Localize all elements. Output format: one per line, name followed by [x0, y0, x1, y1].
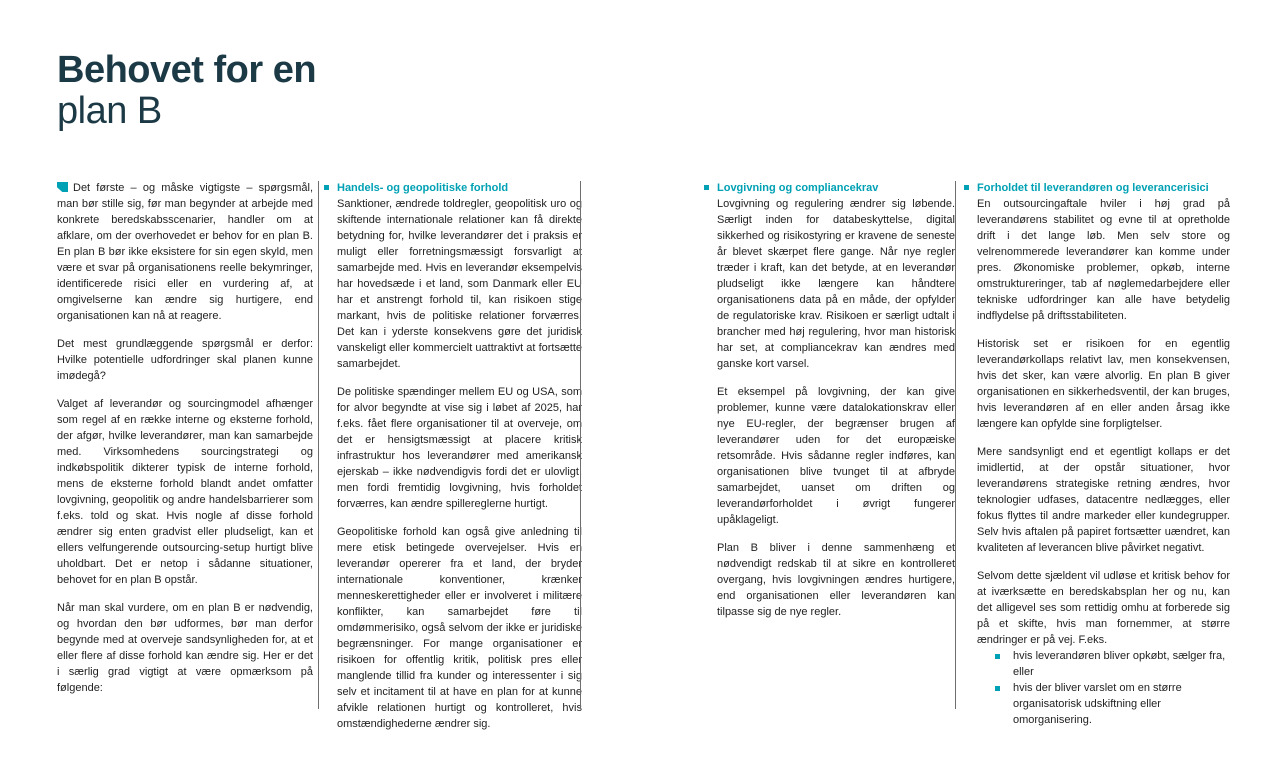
column-divider — [318, 181, 319, 709]
list-item-text: hvis leverandøren bliver opkøbt, sælger fra, eller — [1013, 650, 1226, 678]
square-bullet-icon — [964, 185, 969, 190]
section-heading — [717, 180, 955, 196]
column-divider — [955, 181, 956, 709]
quote-icon — [57, 182, 68, 192]
paragraph: Sanktioner, ændrede toldregler, geopolitisk uro og skiftende internationale relationer kan få direkte betydning for, hvilke leverandører det i praksis er muligt eller forretningsmæssigt forsvarligt at samarbejde med. Hvis en leverandør eksempelvis har hovedsæde i et land, som Danmark eller EU har et anstrengt forhold til, kan risikoen stige markant, hvis de politiske relationer forværres. Det kan i yderste konsekvens gøre det juridisk vanskeligt eller kommercielt uattraktivt at fortsætte samarbejdet. — [337, 198, 582, 370]
paragraph: Lovgivning og regulering ændrer sig løbende. Særligt inden for databeskyttelse, digital sikkerhed og risikostyring er kravene de seneste år blevet skærpet flere gange. Når nye regler træder i kraft, kan det betyde, at en leverandør pludseligt ikke længere kan håndtere organisationens data på en måde, der opfylder de regulatoriske krav. Risikoen er særligt udtalt i brancher med høj regulering, hvor man historisk har set, at compliancekrav kan ændres med ganske kort varsel. — [717, 198, 955, 370]
list-item — [1013, 680, 1230, 728]
paragraph: Historisk set er risikoen for en egentlig leverandørkollaps relativt lav, men konsekvensen, hvis det sker, kan være alvorlig. En plan B giver organisationen en sikkerhedsventil, der kan bruges, hvis leverandøren af en eller anden årsag ikke længere kan opfylde sine forpligtelser. — [977, 338, 1230, 430]
paragraph: Mere sandsynligt end et egentligt kollaps er det imidlertid, at der opstår situationer, hvor leverandørens strategiske retning ændres, hvor teknologier udfases, datacentre nedlægges, eller fokus flyttes til andre markeder eller kundegrupper. Selv hvis aftalen på papiret fortsætter uændret, kan kvaliteten af leverancen blive påvirket negativt. — [977, 446, 1230, 554]
list-item-text: hvis der bliver varslet om en større organisatorisk udskiftning eller omorganisering. — [1013, 682, 1182, 726]
section-heading — [977, 180, 1230, 196]
paragraph-text: Det første – og måske vigtigste – spørgsmål, man bør stille sig, før man begynder at arbejde med konkrete beredskabsscenarier, handler om at afklare, om der overhovedet er behov for en plan B. En plan B bør ikke eksistere for sin egen skyld, men være et svar på organisationens reelle bekymringer, identificerede risici eller en vurdering af, at omgivelserne kan ændre sig hurtigere, end organisationen kan nå at reagere. — [57, 182, 313, 322]
paragraph: Plan B bliver i denne sammenhæng et nødvendigt redskab til at sikre en kontrolleret overgang, hvis lovgivningen ændres hurtigere, end organisationen eller leverandøren kan tilpasse sig de nye regler. — [717, 542, 955, 618]
square-bullet-icon — [995, 686, 1000, 691]
page-title — [57, 50, 316, 132]
paragraph: De politiske spændinger mellem EU og USA, som for alvor begyndte at vise sig i løbet af 2025, har f.eks. fået flere organisationer til at overveje, om det er hensigtsmæssigt at placere kritisk infrastruktur hos leverandører med amerikansk ejerskab – ikke nødvendigvis fordi det er ulovligt, men fordi fremtidig lovgivning, hvis forholdet forværres, kan ændre spillereglerne hurtigt. — [337, 386, 582, 510]
page-title-line2: plan B — [57, 90, 162, 132]
paragraph: Selvom dette sjældent vil udløse et kritisk behov for at iværksætte en beredskabsplan her og nu, kan det alligevel ses som rettidig omhu at forberede sig på et skifte, hvis man fornemmer, at større ændringer er på vej. F.eks. — [977, 570, 1230, 646]
paragraph: Geopolitiske forhold kan også give anledning til mere etisk betingede overvejelser. Hvis en leverandør opererer fra et land, der bryder internationale konventioner, krænker menneskerettigheder eller er involveret i militære konflikter, kan samarbejdet føre til omdømmerisiko, også selvom der ikke er juridiske begrænsninger. For mange organisationer er risikoen for offentlig kritik, politisk pres eller manglende tillid fra kunder og interessenter i sig selv et incitament til at have en plan for at kunne afvikle relationen hurtigt og kontrolleret, hvis omstændighederne ændrer sig. — [337, 526, 582, 730]
list-item — [1013, 648, 1230, 680]
section-heading-label: Lovgivning og compliancekrav — [717, 182, 879, 194]
paragraph — [57, 180, 313, 324]
column-divider — [580, 181, 581, 709]
page-title-line1: Behovet for en — [57, 49, 317, 91]
section-supplier — [977, 180, 1230, 728]
section-legislation — [717, 180, 955, 620]
examples-list — [977, 648, 1230, 728]
square-bullet-icon — [324, 185, 329, 190]
paragraph: En outsourcingaftale hviler i høj grad på leverandørens stabilitet og evne til at opretholde drift i det lange løb. Men selv store og velrenommerede leverandører kan komme under pres. Økonomiske problemer, opkøb, interne omstruktureringer, tab af nøglemedarbejdere eller tekniske udfordringer kan alle have betydelig indflydelse på driftsstabiliteten. — [977, 198, 1230, 322]
square-bullet-icon — [995, 654, 1000, 659]
intro-column — [57, 180, 313, 696]
section-heading-label: Forholdet til leverandøren og leverancerisici — [977, 182, 1209, 194]
paragraph: Valget af leverandør og sourcingmodel afhænger som regel af en række interne og eksterne forhold, der afgør, hvilke leverandører, man kan samarbejde med. Virksomhedens sourcingstrategi og indkøbspolitik dikterer typisk de interne forhold, mens de eksterne forhold blandt andet omfatter lovgivning, geopolitik og andre handelsbarrierer som f.eks. told og skat. Hvis nogle af disse forhold ændrer sig enten gradvist eller pludseligt, kan et ellers velfungerende outsourcing-setup hurtigt blive uholdbart. Det er netop i sådanne situationer, behovet for en plan B opstår. — [57, 398, 313, 586]
square-bullet-icon — [704, 185, 709, 190]
section-geopolitics — [337, 180, 582, 732]
paragraph: Når man skal vurdere, om en plan B er nødvendig, og hvordan den bør udformes, bør man derfor begynde med at overveje sandsynligheden for, at et eller flere af disse forhold kan ændre sig. Her er det i særlig grad vigtigt at være opmærksom på følgende: — [57, 602, 313, 694]
section-heading — [337, 180, 582, 196]
section-heading-label: Handels- og geopolitiske forhold — [337, 182, 509, 194]
paragraph: Et eksempel på lovgivning, der kan give problemer, kunne være datalokationskrav eller nye EU-regler, der begrænser brugen af leverandører uden for det europæiske retsområde. Hvis sådanne regler indføres, kan organisationen blive tvunget til at afbryde samarbejdet, uanset om driften og leverandørforholdet i øvrigt fungerer upåklageligt. — [717, 386, 955, 526]
paragraph: Det mest grundlæggende spørgsmål er derfor: Hvilke potentielle udfordringer skal planen kunne imødegå? — [57, 338, 313, 382]
